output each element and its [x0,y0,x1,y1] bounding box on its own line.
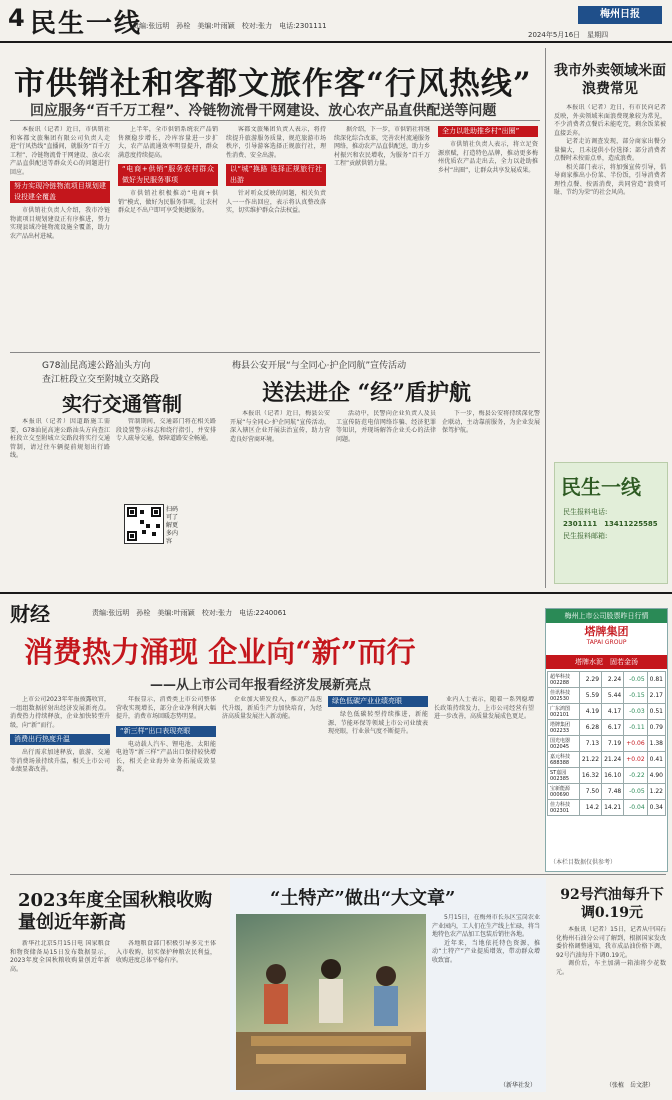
finance-subhead-3: 绿色低碳产业业绩亮眼 [328,696,428,707]
stock-value-cell: 16.10 [602,768,624,784]
stock-name-cell: 佳力科技 002301 [548,800,580,816]
stock-value-cell: -0.05 [624,672,647,688]
finance-column-3: 企业加大研发投入，推动产品迭代升级，新质生产力加快培育，为经济高质量发展注入新动能。 [222,696,322,720]
fuel-body: 本报讯（记者）15日，记者从中国石化梅州石油分公司了解到，根据国家发改委价格调整通知，我市成品油价格下调，92号汽油每升下调0.19元。 调价后，车主加满一箱油将少花数元。 [556,926,666,976]
page-number: 4 [8,4,25,32]
stock-value-cell: 6.17 [602,720,624,736]
stock-value-cell: 4.17 [602,704,624,720]
stock-row [548,720,666,736]
hotline-phone: 2301111 13411225585 [563,520,658,528]
traffic-title: 实行交通管制 [62,392,182,416]
lead-column-5: 全力以赴助推乡村“出圈” 市供销社负责人表示，将立足资源禀赋，打造特色品牌，推动更多梅州优质农产品走出去，全力以赴助推乡村“出圈”，让群众共享发展成果。 [438,127,538,174]
stock-value-cell: 0.34 [647,800,665,816]
stock-name-cell: 嘉元科技 688388 [548,752,580,768]
stock-value-cell: -0.03 [624,704,647,720]
finance-column-2: 年报显示，消费类上市公司整体营收实现增长，部分企业净利润大幅提升，消费市场回暖态势明显。 “新三样”出口表现亮眼 电动载人汽车、锂电池、太阳能电池等“新三样”产品出口保持较快增长，相关企业海外业务拓展成效显著。 [116,696,216,773]
stock-value-cell: 1.22 [647,784,665,800]
stock-panel [545,608,668,872]
tuchan-text: 5月15日，在梅州市长乐区宝岗农业产业园内，工人们在生产线上忙碌，将当地特色农产品加工包装后销往各地。 近年来，当地依托特色资源，推动“土特产”产业提质增效，带动群众增收致富。 [432,914,540,964]
stock-value-cell: 7.50 [579,784,601,800]
lead-subhead-1: 努力实现冷链物流项目规划建设投建全覆盖 [10,181,110,203]
stock-value-cell: 0.51 [647,704,665,720]
lead-divider [10,120,540,121]
qr-code [124,504,164,544]
police-column-3: 下一步，梅县公安将持续深化警企联动，主动靠前服务，为企业发展保驾护航。 [442,410,540,434]
stock-value-cell: -0.11 [624,720,647,736]
hotline-phone-label: 民生报料电话: [563,508,608,516]
stock-value-cell: 4.90 [647,768,665,784]
editor-info: 责编:张远明 孙栓 美编:叶雨颖 校对:张力 电话:2301111 [132,22,327,30]
mid-divider [10,352,540,353]
qr-caption: 扫码可了解更多内容 [166,506,179,545]
stock-name-cell: ST嘉园 002385 [548,768,580,784]
stock-name-cell: 塔牌集团 002233 [548,720,580,736]
finance-section-title: 财经 [10,602,50,626]
finance-subhead-2: “新三样”出口表现亮眼 [116,726,216,737]
stock-value-cell: 2.29 [579,672,601,688]
tapai-slogan: 塔牌水泥 固若金汤 [546,655,667,669]
stock-value-cell: 14.2 [579,800,601,816]
finance-subhead-1: 消费出行热度升温 [10,734,110,745]
traffic-column-2: 管制期间，交通部门将在相关路段设置警示标志和绕行指引，并安排专人疏导交通，保障道路安全畅通。 [116,418,216,442]
stock-name-cell: 国光电器 002045 [548,736,580,752]
stock-value-cell: 6.28 [579,720,601,736]
stock-row [548,800,666,816]
stock-row [548,736,666,752]
stock-value-cell: 0.41 [647,752,665,768]
finance-editor-info: 责编:张远明 孙栓 美编:叶雨颖 校对:张力 电话:2240061 [92,609,287,617]
tapai-banner [546,625,667,655]
stock-footnote: （本栏目数据仅供参考） [550,859,617,866]
police-title: 送法进企 “经”盾护航 [262,380,471,406]
harvest-column-1: 新华社北京5月15日电 国家粮食和物资储备局15日发布数据显示，2023年度全国秋粮收购量创近年新高。 [10,940,110,973]
lead-subhead-3: 以“城”换路 选择正规旅行社出游 [226,164,326,186]
header-rule [0,41,672,43]
traffic-pretitle-1: G78汕昆高速公路汕头方向 [42,361,151,371]
stock-value-cell: -0.05 [624,784,647,800]
stock-row [548,784,666,800]
tapai-brand-en: TAPAI GROUP [586,639,627,646]
finance-subtitle: ——从上市公司年报看经济发展新亮点 [150,678,372,693]
stock-value-cell: 1.38 [647,736,665,752]
hotline-ad [554,462,668,584]
page-header [0,0,672,40]
finance-column-1: 上市公司2023年年报披露收官，一组组数据折射出经济发展新亮点。消费热力持续释放，企业加快转型升级，向“新”而行。 消费出行热度升温 出行需求加速释放，旅游、交通等消费场景持续升温，相关上市公司业绩显著改善。 [10,696,110,773]
stock-value-cell: +0.02 [624,752,647,768]
finance-headline: 消费热力涌现 企业向“新”而行 [24,635,416,669]
tapai-brand: 塔牌集团 [584,625,629,638]
traffic-column-1: 本报讯（记者）因道路施工需要，G78汕昆高速公路汕头方向查江桩段立交至附城立交路段将实行交通管制，请过往车辆提前规划出行路线。 [10,418,110,459]
fuel-title: 92号汽油每升下调0.19元 [560,887,664,921]
lead-right-tag: 全力以赴助推乡村“出圈” [438,126,538,137]
newspaper-logo: 梅州日报 [578,6,662,24]
lead-column-1: 本报讯（记者）近日，市供销社和客都文旅集团有限公司负责人走进“行风热线”直播间，就服务“百千万工程”、冷链物流骨干网建设、放心农产品直供配送等群众关心的问题进行回应。 努力实现冷链物流项目规划建设投建全覆盖 市供销社负责人介绍，我市冷链物流项目规划建设正有序推进，努力实现县域冷链物流设施全覆盖，助力农产品出村进城。 [10,126,110,240]
stock-value-cell: -0.22 [624,768,647,784]
stock-value-cell: 2.17 [647,688,665,704]
lead-column-3: 客都文旅集团负责人表示，将持续提升旅游服务质量，规范旅游市场秩序，引导游客选择正规旅行社，理性消费、安全出游。 以“城”换路 选择正规旅行社出游 针对听众反映的问题，相关负责人一一作出回应，表示将认真整改落实，切实维护群众合法权益。 [226,126,326,214]
stock-name-cell: 广东鸿图 002101 [548,704,580,720]
police-column-1: 本报讯（记者）近日，梅县公安开展“与全同心·护企同航”宣传活动，深入辖区企业开展法治宣传，助力营造良好营商环境。 [230,410,330,443]
side-article-title: 我市外卖领域米面浪费常见 [554,63,666,97]
side-article-body: 本报讯（记者）近日，有市民向记者反映，外卖领域米面浪费现象较为常见，不少消费者点餐后未能吃完，剩余饭菜被直接丢弃。 记者走访调查发现，部分商家出餐分量偏大，且未提供小份选择；部分消费者点餐时未按需点单，造成浪费。 相关部门表示，将加强宣传引导，倡导商家推出小份菜、半份饭，引导消费者理性点餐、按需消费，共同营造“浪费可耻、节约为荣”的社会风尚。 [554,104,666,196]
stock-value-cell: 21.22 [579,752,601,768]
stock-row [548,704,666,720]
stock-value-cell: 7.19 [602,736,624,752]
bottom-divider [10,874,666,875]
stock-row [548,688,666,704]
stock-row [548,672,666,688]
stock-value-cell: 7.13 [579,736,601,752]
stock-value-cell: 0.79 [647,720,665,736]
harvest-title: 2023年度全国秋粮收购量创近年新高 [18,890,213,933]
section-title: 民生一线 [30,9,143,39]
right-column-rule [545,48,546,588]
stock-value-cell: 5.44 [602,688,624,704]
stock-value-cell: 16.32 [579,768,601,784]
hotline-ad-title: 民生一线 [561,475,641,499]
finance-rule [0,592,672,594]
finance-column-5: 业内人士表示，随着一系列稳增长政策持续发力，上市公司经营有望进一步改善，高质量发展成色更足。 [434,696,534,720]
lead-column-2: 上半年，全市供销系统农产品销售额稳步增长，冷库容量进一步扩大，农产品流通效率明显提升，群众满意度持续提高。 “电商+供销”服务农村群众 做好为民服务事项 市供销社积极推动“电商+供销”模式，做好为民服务事项，让农村群众足不出户即可享受便捷服务。 [118,126,218,214]
harvest-column-2: 各地粮食部门积极引导多元主体入市收购，切实保护种粮农民利益，收购进度总体平稳有序。 [116,940,216,964]
stock-value-cell: -0.04 [624,800,647,816]
stock-row [548,752,666,768]
stock-value-cell: 21.24 [602,752,624,768]
hotline-email-label: 民生报料邮箱: [563,532,608,540]
lead-subhead-2: “电商+供销”服务农村群众 做好为民服务事项 [118,164,218,186]
tuchan-title: “土特产”做出“大文章” [270,888,456,909]
stock-name-cell: 佳讯科技 002530 [548,688,580,704]
fuel-credit: （张植 岳文湛） [606,1082,655,1089]
stock-value-cell: 0.81 [647,672,665,688]
lead-column-4: 据介绍，下一步，市供销社将继续深化综合改革，完善农村流通服务网络，推动农产品直供配送，助力乡村振兴和农民增收，为服务“百千万工程”贡献供销力量。 [334,126,430,167]
workers-photo-illustration [236,914,426,1090]
stock-value-cell: 7.48 [602,784,624,800]
finance-column-4: 绿色低碳产业业绩亮眼 绿色低碳转型持续推进，新能源、节能环保等领域上市公司业绩表现亮眼，行业景气度不断提升。 [328,697,428,735]
tuchan-photo [236,914,426,1090]
stock-table [547,671,666,816]
stock-row [548,768,666,784]
lead-headline: 市供销社和客都文旅作客“行风热线” [14,66,532,102]
stock-value-cell: -0.15 [624,688,647,704]
police-column-2: 活动中，民警向企业负责人及员工宣传防范电信网络诈骗、经济犯罪等知识，并现场解答企业关心的法律问题。 [336,410,436,443]
police-pretitle: 梅县公安开展“与全同心·护企同航”宣传活动 [232,361,407,371]
tuchan-credit: （新华社发） [500,1082,537,1089]
stock-value-cell: 14.21 [602,800,624,816]
issue-date: 2024年5月16日 星期四 [528,31,609,39]
stock-name-cell: 宝新能源 000690 [548,784,580,800]
stock-name-cell: 超华科技 002288 [548,672,580,688]
qr-code-pattern [125,505,163,543]
stock-value-cell: 4.19 [579,704,601,720]
stock-value-cell: 5.59 [579,688,601,704]
stock-panel-title: 梅州上市公司股票昨日行情 [546,609,667,623]
stock-value-cell: 2.24 [602,672,624,688]
stock-value-cell: +0.06 [624,736,647,752]
traffic-pretitle-2: 查江桩段立交至附城立交路段 [42,375,160,385]
lead-subtitle: 回应服务“百千万工程”、冷链物流骨干网建设、放心农产品直供配送等问题 [30,103,497,119]
